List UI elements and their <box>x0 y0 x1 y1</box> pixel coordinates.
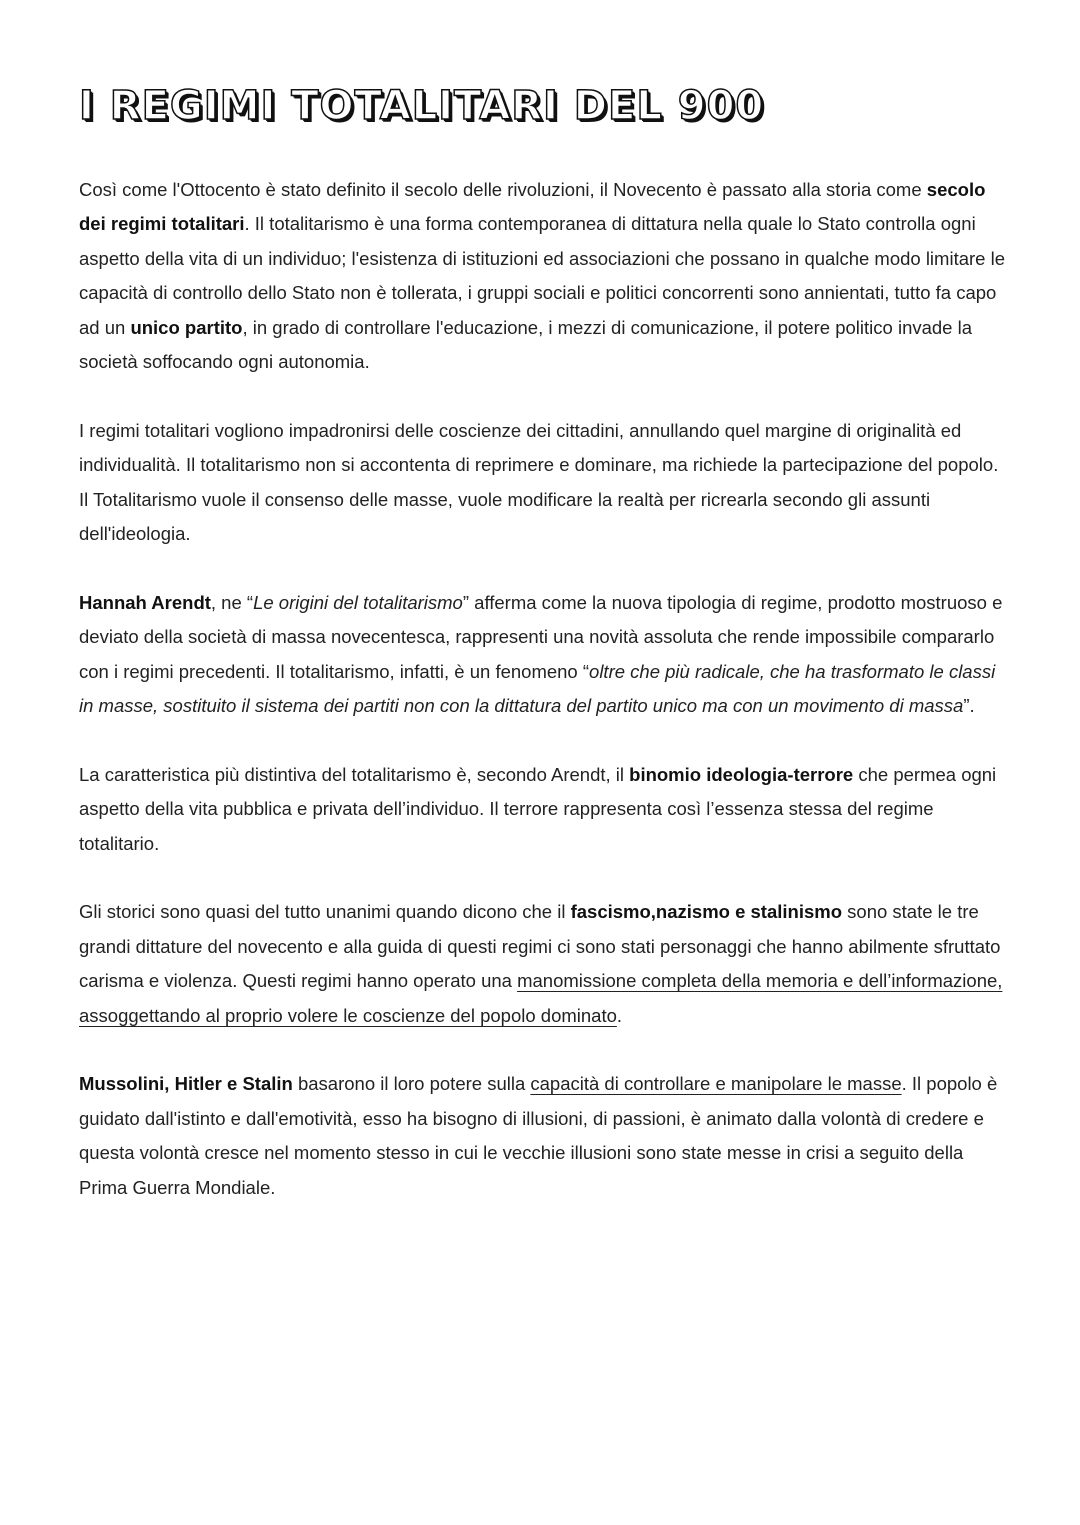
bold-text: Hannah Arendt <box>79 591 211 613</box>
text: , in grado di controllare l'educazione, i mezzi di comunicazione, il potere politico invade la società soffocando ogni autonomia. <box>79 316 973 373</box>
bold-text: secolo dei regimi totalitari <box>79 179 986 235</box>
text: . Il totalitarismo è una forma contemporanea di dittatura nella quale lo Stato controlla ogni aspetto della vita di un individuo; l'esistenza di istituzioni ed associazioni che possano in qualche modo limitare le capacità di controllo dello Stato non è tollerata, i gruppi sociali e politici concorrenti sono annientati, tutto fa capo ad un <box>79 213 1005 338</box>
text: ” afferma come la nuova tipologia di regime, prodotto mostruoso e deviato della società di massa novecentesca, rappresenti una novità assoluta che rende impossibile compararlo con i regimi precedenti. Il totalitarismo, infatti, è un fenomeno “ <box>79 591 1003 682</box>
page-title: I REGIMI TOTALITARI DEL 900 <box>79 83 765 129</box>
text: . <box>616 1004 623 1026</box>
bold-text: fascismo,nazismo e stalinismo <box>570 901 843 923</box>
text: Gli storici sono quasi del tutto unanimi quando dicono che il <box>79 901 571 923</box>
italic-text: Le origini del totalitarismo <box>253 591 463 613</box>
paragraph-consciences <box>79 414 1009 552</box>
bold-text: unico partito <box>130 316 243 338</box>
paragraph-arendt <box>79 586 1009 724</box>
document-page <box>79 82 1009 1240</box>
text: I regimi totalitari vogliono impadronirsi delle coscienze dei cittadini, annullando quel margine di originalità ed individualità. Il totalitarismo non si accontenta di reprimere e dominare, ma richiede la partecipazione del popolo. Il Totalitarismo vuole il consenso delle masse, vuole modificare la realtà per ricrearla secondo gli assunti dell'ideologia. <box>79 419 999 545</box>
paragraph-intro <box>79 173 1009 379</box>
paragraph-dictatorships <box>79 895 1009 1033</box>
paragraph-masses <box>79 1067 1009 1205</box>
text: Così come l'Ottocento è stato definito il secolo delle rivoluzioni, il Novecento è passato alla storia come <box>79 179 927 200</box>
text: sono state le tre grandi dittature del novecento e alla guida di questi regimi ci sono stati personaggi che hanno abilmente sfruttato carisma e violenza. Questi regimi hanno operato una <box>79 901 1001 992</box>
underlined-text: manomissione completa della memoria e dell’informazione, assoggettando al proprio volere le coscienze del popolo dominato <box>79 970 1003 1026</box>
bold-text: Mussolini, Hitler e Stalin <box>79 1073 293 1095</box>
italic-quote: oltre che più radicale, che ha trasformato le classi in masse, sostituito il sistema dei partiti non con la dittatura del partito unico ma con un movimento di massa <box>79 660 996 717</box>
text: . Il popolo è guidato dall'istinto e dall'emotività, esso ha bisogno di illusioni, di passioni, è animato dalla volontà di credere e questa volontà cresce nel momento stesso in cui le vecchie illusioni sono state messe in crisi a seguito della Prima Guerra Mondiale. <box>79 1073 998 1198</box>
text: ”. <box>963 695 975 717</box>
paragraph-ideology-terror <box>79 758 1009 861</box>
bold-text: binomio ideologia-terrore <box>629 763 854 785</box>
text: La caratteristica più distintiva del totalitarismo è, secondo Arendt, il <box>79 763 630 785</box>
text: che permea ogni aspetto della vita pubblica e privata dell’individuo. Il terrore rappresenta così l’essenza stessa del regime totalitario. <box>79 763 997 854</box>
text: , ne “ <box>210 591 254 613</box>
text: basarono il loro potere sulla <box>292 1073 531 1095</box>
underlined-text: capacità di controllare e manipolare le masse <box>530 1073 902 1095</box>
